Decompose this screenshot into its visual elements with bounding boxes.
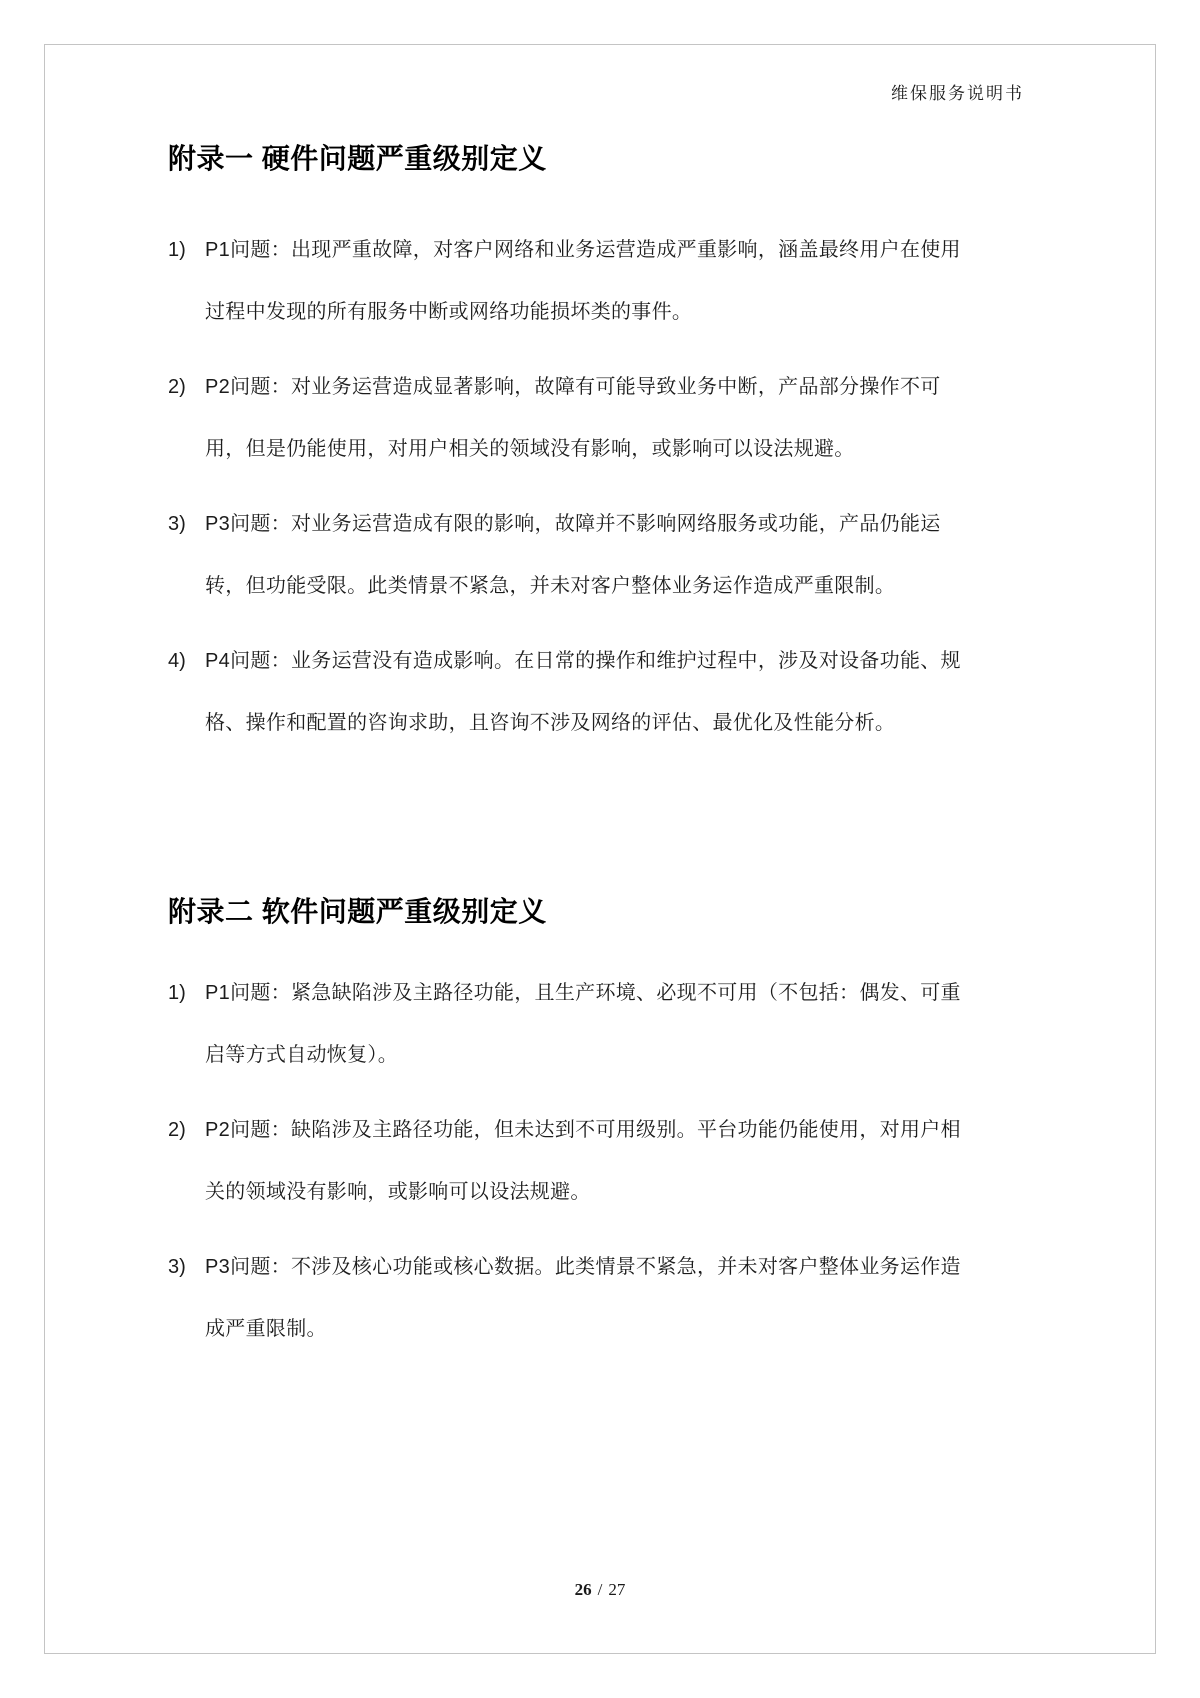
software-severity-list <box>168 962 1148 1373</box>
item-number: 4) <box>168 650 186 672</box>
item-number: 3) <box>168 1256 186 1278</box>
item-text <box>205 493 1148 617</box>
item-line: 过程中发现的所有服务中断或网络功能损坏类的事件。 <box>205 301 693 323</box>
list-item <box>168 356 1148 480</box>
item-number: 2) <box>168 1119 186 1141</box>
item-line: P2问题：缺陷涉及主路径功能，但未达到不可用级别。平台功能仍能使用，对用户相 <box>205 1119 961 1141</box>
item-number: 1) <box>168 982 186 1004</box>
item-text <box>205 1099 1148 1223</box>
list-item <box>168 630 1148 754</box>
item-text <box>205 962 1148 1086</box>
list-item <box>168 219 1148 343</box>
item-text <box>205 356 1148 480</box>
item-line: 成严重限制。 <box>205 1318 327 1340</box>
current-page-number: 26 <box>574 1580 592 1599</box>
item-line: 格、操作和配置的咨询求助，且咨询不涉及网络的评估、最优化及性能分析。 <box>205 712 896 734</box>
item-line: 启等方式自动恢复）。 <box>205 1044 398 1066</box>
item-line: P4问题：业务运营没有造成影响。在日常的操作和维护过程中，涉及对设备功能、规 <box>205 650 961 672</box>
section-title-hardware: 附录一 硬件问题严重级别定义 <box>168 143 547 174</box>
item-line: 用，但是仍能使用，对用户相关的领域没有影响，或影响可以设法规避。 <box>205 438 855 460</box>
item-line: 关的领域没有影响，或影响可以设法规避。 <box>205 1181 591 1203</box>
item-text <box>205 219 1148 343</box>
item-number: 2) <box>168 376 186 398</box>
list-item <box>168 1099 1148 1223</box>
item-line: P3问题：不涉及核心功能或核心数据。此类情景不紧急，并未对客户整体业务运作造 <box>205 1256 961 1278</box>
item-number: 3) <box>168 513 186 535</box>
document-header: 维保服务说明书 <box>891 84 1024 103</box>
list-item <box>168 493 1148 617</box>
total-page-number: 27 <box>608 1580 626 1599</box>
page-number-separator: / <box>597 1580 603 1599</box>
list-item <box>168 1236 1148 1360</box>
item-text <box>205 630 1148 754</box>
item-line: P3问题：对业务运营造成有限的影响，故障并不影响网络服务或功能，产品仍能运 <box>205 513 941 535</box>
item-line: P1问题：出现严重故障，对客户网络和业务运营造成严重影响，涵盖最终用户在使用 <box>205 239 961 261</box>
item-line: P1问题：紧急缺陷涉及主路径功能，且生产环境、必现不可用（不包括：偶发、可重 <box>205 982 961 1004</box>
item-text <box>205 1236 1148 1360</box>
item-line: P2问题：对业务运营造成显著影响，故障有可能导致业务中断，产品部分操作不可 <box>205 376 941 398</box>
item-number: 1) <box>168 239 186 261</box>
item-line: 转，但功能受限。此类情景不紧急，并未对客户整体业务运作造成严重限制。 <box>205 575 896 597</box>
list-item <box>168 962 1148 1086</box>
hardware-severity-list <box>168 219 1148 767</box>
section-title-software: 附录二 软件问题严重级别定义 <box>168 896 547 927</box>
page-number <box>0 1580 1200 1600</box>
